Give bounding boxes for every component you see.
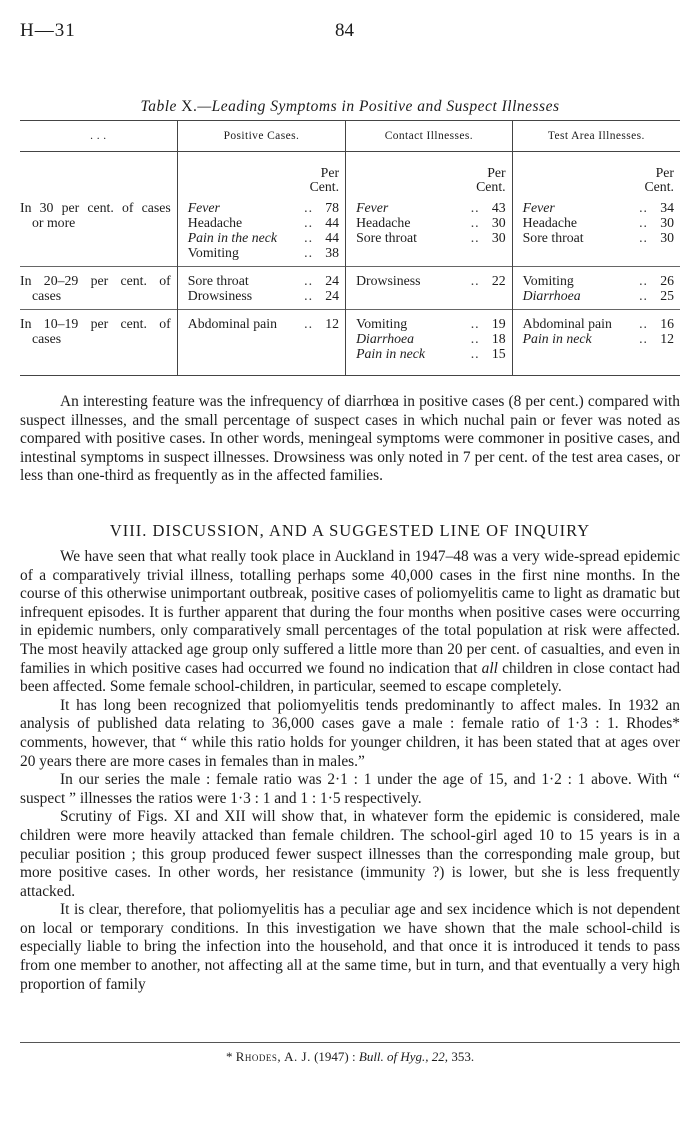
- symptom-name: Sore throat: [522, 230, 584, 245]
- header-contact-illnesses: Contact Illnesses.: [346, 121, 513, 152]
- symptom-name: Diarrhoea: [356, 331, 415, 346]
- test-symptom-cell: [512, 310, 680, 376]
- symptom-percent: 25: [660, 288, 674, 303]
- table-header-row: [20, 121, 680, 152]
- symptom-name: Fever: [356, 200, 389, 215]
- symptom-name: Diarrhoea: [522, 288, 581, 303]
- symptom-entry: Diarrhoea .. 25: [522, 288, 674, 303]
- symptom-name: Vomiting: [356, 316, 408, 331]
- test-symptom-cell: [512, 194, 680, 267]
- contact-symptom-cell: [346, 194, 513, 267]
- symptom-name: Pain in the neck: [187, 230, 277, 245]
- discussion-text: [20, 548, 680, 994]
- table-group-row: [20, 194, 680, 267]
- header-blank: . . .: [20, 121, 177, 152]
- symptom-name: Drowsiness: [356, 273, 421, 288]
- symptom-percent: 18: [491, 331, 506, 346]
- symptom-name: Headache: [356, 215, 411, 230]
- symptom-name: Vomiting: [187, 245, 239, 260]
- footnote-author: Rhodes, A. J.: [235, 1049, 311, 1064]
- symptom-entry: Pain in neck .. 12: [522, 331, 674, 346]
- symptom-name: Headache: [187, 215, 243, 230]
- test-symptom-cell: [512, 267, 680, 310]
- symptom-percent: 24: [325, 273, 340, 288]
- footnote-page: 353.: [451, 1049, 475, 1064]
- symptom-percent: 44: [325, 230, 340, 245]
- symptom-entry: Pain in neck .. 15: [356, 346, 506, 361]
- symptom-percent: 30: [491, 230, 506, 245]
- table-group-row: [20, 310, 680, 376]
- per-cent-label: Per Cent.: [346, 152, 513, 195]
- paragraph: It is clear, therefore, that poliomyelitis has a peculiar age and sex incidence which is not dependent on local or temporary conditions. In this investigation we have shown that the male school-child is especially liable to bring the infection into the household, and that once it is introduced it tends to pass from one member to another, not affecting all at the same time, but in turn, and that eventually a very high proportion of family: [20, 901, 680, 993]
- symptom-name: Abdominal pain: [187, 316, 278, 331]
- symptom-entry: Headache .. 44: [187, 215, 340, 230]
- symptom-entry: Vomiting .. 38: [187, 245, 340, 260]
- symptom-entry: Fever .. 34: [522, 200, 674, 215]
- page-number: 84: [335, 20, 354, 41]
- document-reference: H—31: [20, 20, 76, 41]
- symptom-entry: Sore throat .. 30: [522, 230, 674, 245]
- per-cent-label: Per Cent.: [177, 152, 345, 195]
- per-cent-label: Per Cent.: [512, 152, 680, 195]
- symptom-percent: 26: [660, 273, 674, 288]
- symptom-percent: 38: [325, 245, 340, 260]
- symptom-entry: Diarrhoea .. 18: [356, 331, 506, 346]
- symptom-name: Sore throat: [356, 230, 417, 245]
- table-group-row: [20, 267, 680, 310]
- symptom-name: Pain in neck: [356, 346, 426, 361]
- symptom-percent: 16: [660, 316, 674, 331]
- symptom-entry: Abdominal pain .. 16: [522, 316, 674, 331]
- symptom-percent: 30: [491, 215, 506, 230]
- section-heading: VIII. DISCUSSION, AND A SUGGESTED LINE OF INQUIRY: [109, 521, 591, 540]
- symptom-name: Headache: [522, 215, 578, 230]
- symptom-name: Fever: [187, 200, 220, 215]
- header-test-area-illnesses: Test Area Illnesses.: [512, 121, 680, 152]
- symptom-percent: 12: [325, 316, 340, 331]
- symptom-name: Fever: [522, 200, 555, 215]
- symptom-percent: 43: [491, 200, 506, 215]
- symptom-entry: Sore throat .. 24: [187, 273, 340, 288]
- intro-paragraph: An interesting feature was the infrequency of diarrhœa in positive cases (8 per cent.) compared with suspect illnesses, and the small percentage of suspect cases in which nuchal pain or fever was noted as compared with positive cases. In other words, meningeal symptoms were commoner in positive cases, and intestinal symptoms in suspect illnesses. Drowsiness was only noted in 7 per cent. of the test area cases, or less than one-third as frequently as in the affected families.: [20, 393, 680, 485]
- symptom-name: Pain in neck: [522, 331, 592, 346]
- table-title: [20, 98, 680, 116]
- running-head: [20, 20, 680, 44]
- table-title-number: X.: [181, 98, 198, 115]
- symptom-entry: Vomiting .. 26: [522, 273, 674, 288]
- symptom-name: Drowsiness: [187, 288, 253, 303]
- footnote-year: (1947) :: [314, 1049, 356, 1064]
- footnote: [20, 1049, 680, 1065]
- header-positive-cases: Positive Cases.: [177, 121, 345, 152]
- symptoms-table: [20, 120, 680, 376]
- symptom-entry: Headache .. 30: [522, 215, 674, 230]
- symptom-entry: Sore throat .. 30: [356, 230, 506, 245]
- symptom-percent: 44: [325, 215, 340, 230]
- symptom-entry: Abdominal pain .. 12: [187, 316, 340, 331]
- paragraph: We have seen that what really took place in Auckland in 1947–48 was a very wide-spread epidemic of a comparatively trivial illness, totalling perhaps some 40,000 cases in the first nine months. In the course of this otherwise unimportant outbreak, positive cases of poliomyelitis came to light as dramatic but infrequent episodes. It is further apparent that during the four months when positive cases were occurring in epidemic numbers, only comparatively small percentages of the total population at risk were affected. The most heavily attacked age group only suffered a little more than 20 per cent. of casualties, and even in families in which positive cases had occurred we found no indication that all children in close contact had been affected. Some female school-children, in particular, seemed to escape completely.: [20, 548, 680, 696]
- symptom-percent: 12: [660, 331, 674, 346]
- table-title-prefix: Table: [140, 98, 177, 115]
- symptom-percent: 19: [491, 316, 506, 331]
- symptom-percent: 15: [491, 346, 506, 361]
- contact-symptom-cell: [346, 267, 513, 310]
- symptom-percent: 78: [325, 200, 340, 215]
- symptom-entry: Fever .. 43: [356, 200, 506, 215]
- table-title-text: —Leading Symptoms in Positive and Suspect Illnesses: [197, 98, 560, 115]
- symptom-percent: 34: [660, 200, 674, 215]
- paragraph: In our series the male : female ratio was 2·1 : 1 under the age of 15, and 1·2 : 1 above. With “ suspect ” illnesses the ratios were 1·3 : 1 and 1 : 1·5 respectively.: [20, 771, 680, 807]
- symptom-entry: Drowsiness .. 24: [187, 288, 340, 303]
- footnote-rule: [20, 1042, 680, 1043]
- symptom-name: Vomiting: [522, 273, 574, 288]
- symptom-entry: Drowsiness .. 22: [356, 273, 506, 288]
- symptom-entry: Fever .. 78: [187, 200, 340, 215]
- symptom-percent: 30: [660, 230, 674, 245]
- positive-symptom-cell: [177, 194, 345, 267]
- footnote-marker: *: [225, 1049, 233, 1064]
- symptom-percent: 22: [491, 273, 506, 288]
- symptom-percent: 30: [660, 215, 674, 230]
- positive-symptom-cell: [177, 310, 345, 376]
- paragraph: It has long been recognized that poliomyelitis tends predominantly to affect males. In 1932 an analysis of published data relating to 36,000 cases gave a male : female ratio of 1·3 : 1. Rhodes* comments, however, that “ while this ratio holds for younger children, it has been stated that at ages over 20 years there are more cases in females than in males.”: [20, 696, 680, 770]
- symptom-entry: Vomiting .. 19: [356, 316, 506, 331]
- symptom-name: Abdominal pain: [522, 316, 612, 331]
- contact-symptom-cell: [346, 310, 513, 376]
- paragraph: Scrutiny of Figs. XI and XII will show that, in whatever form the epidemic is considered, male children were more heavily attacked than female children. The school-girl aged 10 to 15 years is in a peculiar position ; this group produced fewer suspect illnesses than the corresponding male group, but more positive cases. In other words, her resistance (immunity ?) is lower, but she is less frequently attacked.: [20, 808, 680, 900]
- row-label: In 30 per cent. of cases or more: [20, 200, 171, 230]
- row-label: In 20–29 per cent. of cases: [20, 267, 177, 310]
- per-cent-row: [20, 152, 680, 195]
- footnote-journal: Bull. of Hyg., 22,: [358, 1049, 449, 1064]
- row-label: In 10–19 per cent. of cases: [20, 310, 177, 376]
- symptom-name: Sore throat: [187, 273, 249, 288]
- symptom-entry: Headache .. 30: [356, 215, 506, 230]
- symptom-percent: 24: [325, 288, 340, 303]
- positive-symptom-cell: [177, 267, 345, 310]
- symptom-entry: Pain in the neck .. 44: [187, 230, 340, 245]
